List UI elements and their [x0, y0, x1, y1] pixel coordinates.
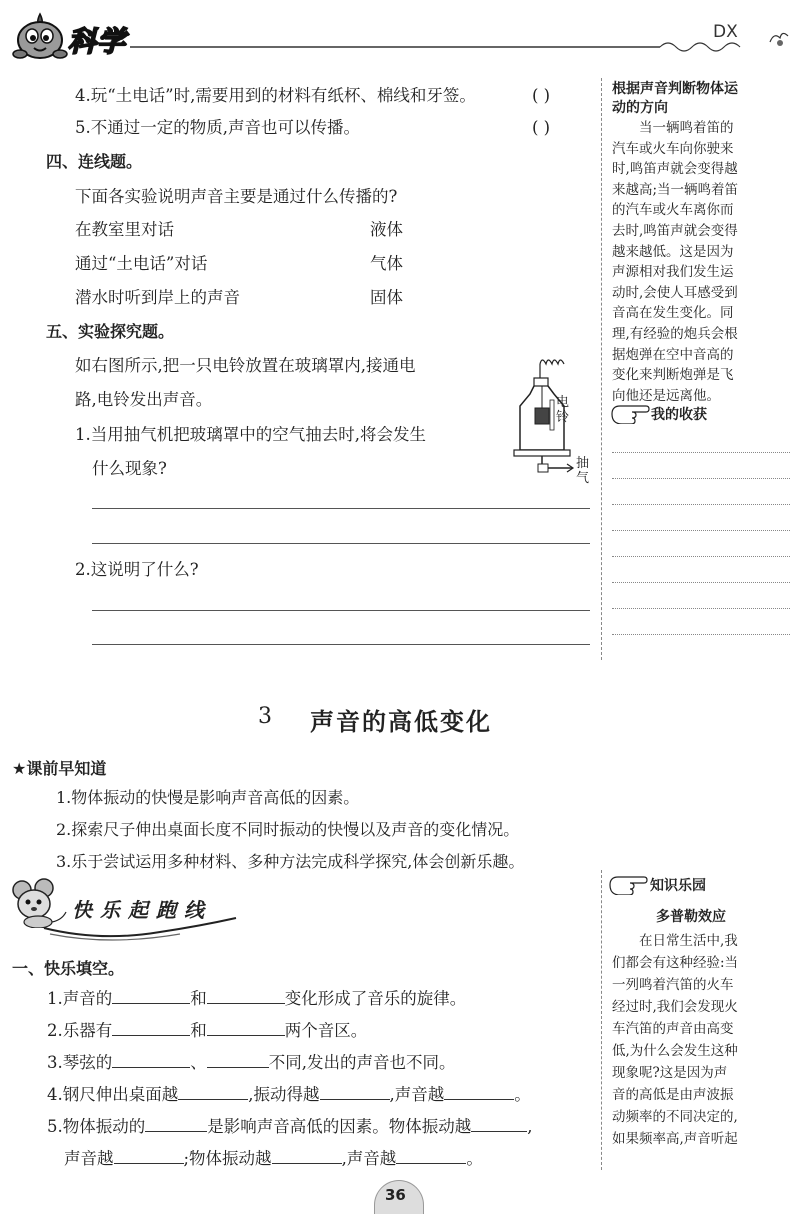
- fill-text: 4.钢尺伸出桌面越: [47, 1085, 179, 1104]
- tf-answer-paren-5[interactable]: ( ): [532, 118, 551, 137]
- pre-know-item-2: 2.探索尺子伸出桌面长度不同时振动的快慢以及声音的变化情况。: [56, 820, 520, 839]
- header-rule: [130, 30, 800, 60]
- tf-question-4: 4.玩“土电话”时,需要用到的材料有纸杯、棉线和牙签。: [75, 86, 476, 105]
- fill-question-1: [47, 988, 466, 1009]
- fill-text: 和: [190, 1021, 207, 1040]
- sidebar-bottom-line: 如果频率高,声音听起: [612, 1131, 738, 1147]
- column-divider: [601, 78, 602, 660]
- sidebar-top-line: 向他还是远离他。: [612, 387, 720, 404]
- sidebar-bottom-line: 现象呢?这是因为声: [612, 1065, 728, 1081]
- harvest-line[interactable]: [612, 556, 790, 557]
- match-right-3[interactable]: 固体: [370, 288, 403, 307]
- sidebar-bottom-body: [612, 930, 792, 1150]
- fill-text: ,声音越: [389, 1085, 445, 1104]
- sidebar-top-line: 声源相对我们发生运: [612, 264, 734, 281]
- sidebar-top-line: 音高在发生变化。同: [612, 305, 734, 322]
- sidebar-top-line: 的汽车或火车离你而: [612, 202, 734, 219]
- tf-answer-paren-4[interactable]: ( ): [532, 86, 551, 105]
- section-4-title: 四、连线题。: [46, 152, 143, 171]
- fill-text: ;物体振动越: [183, 1149, 272, 1168]
- fill-text: 不同,发出的声音也不同。: [268, 1053, 456, 1072]
- match-right-2[interactable]: 气体: [370, 254, 403, 273]
- fill-text: 和: [190, 989, 207, 1008]
- fill-text: ,: [527, 1117, 533, 1136]
- sidebar-bottom-line: 低,为什么会发生这种: [612, 1043, 738, 1059]
- harvest-line[interactable]: [612, 634, 790, 635]
- match-left-1[interactable]: 在教室里对话: [75, 220, 174, 239]
- section-5-q1-line2: 什么现象?: [92, 459, 167, 478]
- fill-text: 2.乐器有: [47, 1021, 113, 1040]
- pre-know-item-1: 1.物体振动的快慢是影响声音高低的因素。: [56, 788, 360, 807]
- pre-know-item-3: 3.乐于尝试运用多种材料、多种方法完成科学探究,体会创新乐趣。: [56, 852, 525, 871]
- sidebar-top-title-1: 根据声音判断物体运: [612, 81, 738, 97]
- banner-title: 快乐起跑线: [72, 898, 212, 922]
- fill-text: 。: [514, 1085, 531, 1104]
- fill-text: 两个音区。: [284, 1021, 368, 1040]
- section-5-q1-line1: 1.当用抽气机把玻璃罩中的空气抽去时,将会发生: [75, 425, 426, 444]
- section-4-prompt: 下面各实验说明声音主要是通过什么传播的?: [75, 187, 398, 206]
- sidebar-bottom-line: 音的高低是由声波振: [612, 1087, 734, 1103]
- match-left-2[interactable]: 通过“土电话”对话: [75, 254, 208, 273]
- section-5-title: 五、实验探究题。: [46, 322, 175, 341]
- fill-question-4: [47, 1084, 531, 1105]
- answer-line-q2-1[interactable]: [92, 610, 590, 611]
- sidebar-top-line: 据炮弹在空中音高的: [612, 346, 734, 363]
- fill-title: 一、快乐填空。: [12, 959, 125, 978]
- fill-question-5-cont: [64, 1148, 483, 1169]
- harvest-label: 我的收获: [651, 407, 707, 423]
- doppler-title: 多普勒效应: [656, 909, 726, 925]
- answer-line-q1-2[interactable]: [92, 543, 590, 544]
- fill-question-2: [47, 1020, 367, 1041]
- fill-text: 。: [466, 1149, 483, 1168]
- harvest-line[interactable]: [612, 608, 790, 609]
- fill-text: 3.琴弦的: [47, 1053, 113, 1072]
- pointing-hand-icon: [608, 873, 648, 895]
- header-code: DX: [713, 22, 738, 42]
- sidebar-top-body: [612, 118, 792, 406]
- sidebar-bottom-line: 车汽笛的声音由高变: [612, 1021, 734, 1037]
- fill-text: 声音越: [64, 1149, 114, 1168]
- sidebar-bottom-line: 动频率的不同决定的,: [612, 1109, 738, 1125]
- pre-know-title: ★课前早知道: [12, 759, 107, 778]
- fill-blank[interactable]: [178, 1084, 248, 1100]
- figure-label-bell: 电铃: [556, 395, 570, 425]
- harvest-line[interactable]: [612, 582, 790, 583]
- harvest-line[interactable]: [612, 530, 790, 531]
- fill-text: 是影响声音高低的因素。物体振动越: [207, 1117, 472, 1136]
- pointing-hand-icon: [610, 402, 650, 424]
- answer-line-q1-1[interactable]: [92, 508, 590, 509]
- fill-blank[interactable]: [471, 1116, 527, 1132]
- column-divider-bottom: [601, 870, 602, 1170]
- answer-line-q2-2[interactable]: [92, 644, 590, 645]
- sidebar-top-line: 去时,鸣笛声就会变得: [612, 222, 738, 239]
- fill-blank[interactable]: [396, 1148, 466, 1164]
- fill-text: 5.物体振动的: [47, 1117, 146, 1136]
- fill-text: 1.声音的: [47, 989, 113, 1008]
- fill-blank[interactable]: [112, 988, 190, 1004]
- match-left-3[interactable]: 潜水时听到岸上的声音: [75, 288, 240, 307]
- harvest-line[interactable]: [612, 478, 790, 479]
- tf-question-5: 5.不通过一定的物质,声音也可以传播。: [75, 118, 360, 137]
- fill-text: 变化形成了音乐的旋律。: [284, 989, 467, 1008]
- sidebar-bottom-line: 们都会有这种经验:当: [612, 955, 739, 971]
- fill-question-5: [47, 1116, 533, 1137]
- sidebar-bottom-line: 一列鸣着汽笛的火车: [612, 977, 734, 993]
- fill-question-3: [47, 1052, 456, 1073]
- knowledge-park-label: 知识乐园: [650, 878, 706, 894]
- figure-label-pump: 抽气: [576, 456, 590, 486]
- fill-text: ,振动得越: [248, 1085, 320, 1104]
- harvest-line[interactable]: [612, 504, 790, 505]
- sidebar-top-line: 时,鸣笛声就会变得越: [612, 161, 738, 178]
- harvest-line[interactable]: [612, 452, 790, 453]
- lesson-number: 3: [258, 704, 272, 729]
- sidebar-top-title-2: 动的方向: [612, 100, 668, 116]
- sidebar-bottom-line: 经过时,我们会发现火: [612, 999, 738, 1015]
- fill-blank[interactable]: [320, 1084, 390, 1100]
- fill-blank[interactable]: [444, 1084, 514, 1100]
- fill-blank[interactable]: [207, 1052, 269, 1068]
- lesson-title: 声音的高低变化: [310, 708, 492, 736]
- sidebar-top-line: 来越高;当一辆鸣着笛: [612, 181, 739, 198]
- sidebar-top-line: 变化来判断炮弹是飞: [612, 367, 734, 384]
- section-5-q2: 2.这说明了什么?: [75, 560, 199, 579]
- fill-text: ,声音越: [341, 1149, 397, 1168]
- sidebar-top-line: 汽车或火车向你驶来: [612, 140, 734, 157]
- fill-blank[interactable]: [145, 1116, 207, 1132]
- sidebar-top-line: 动时,会使人耳感受到: [612, 284, 738, 301]
- page-number: 36: [385, 1186, 406, 1204]
- fill-text: 、: [190, 1053, 207, 1072]
- fill-blank[interactable]: [114, 1148, 184, 1164]
- fill-blank[interactable]: [272, 1148, 342, 1164]
- header-subject-title: 科学: [68, 25, 127, 58]
- sidebar-top-line: 越来越低。这是因为: [612, 243, 734, 260]
- sidebar-top-line: 当一辆鸣着笛的: [612, 120, 734, 136]
- sidebar-top-line: 理,有经验的炮兵会根: [612, 325, 738, 342]
- header-mascot: [10, 10, 70, 62]
- fill-blank[interactable]: [207, 1020, 285, 1036]
- match-right-1[interactable]: 液体: [370, 220, 403, 239]
- fill-blank[interactable]: [207, 988, 285, 1004]
- sidebar-bottom-line: 在日常生活中,我: [612, 933, 738, 949]
- fill-blank[interactable]: [112, 1020, 190, 1036]
- fill-blank[interactable]: [112, 1052, 190, 1068]
- section-5-intro-1: 如右图所示,把一只电铃放置在玻璃罩内,接通电: [75, 356, 416, 375]
- section-5-intro-2: 路,电铃发出声音。: [75, 390, 213, 409]
